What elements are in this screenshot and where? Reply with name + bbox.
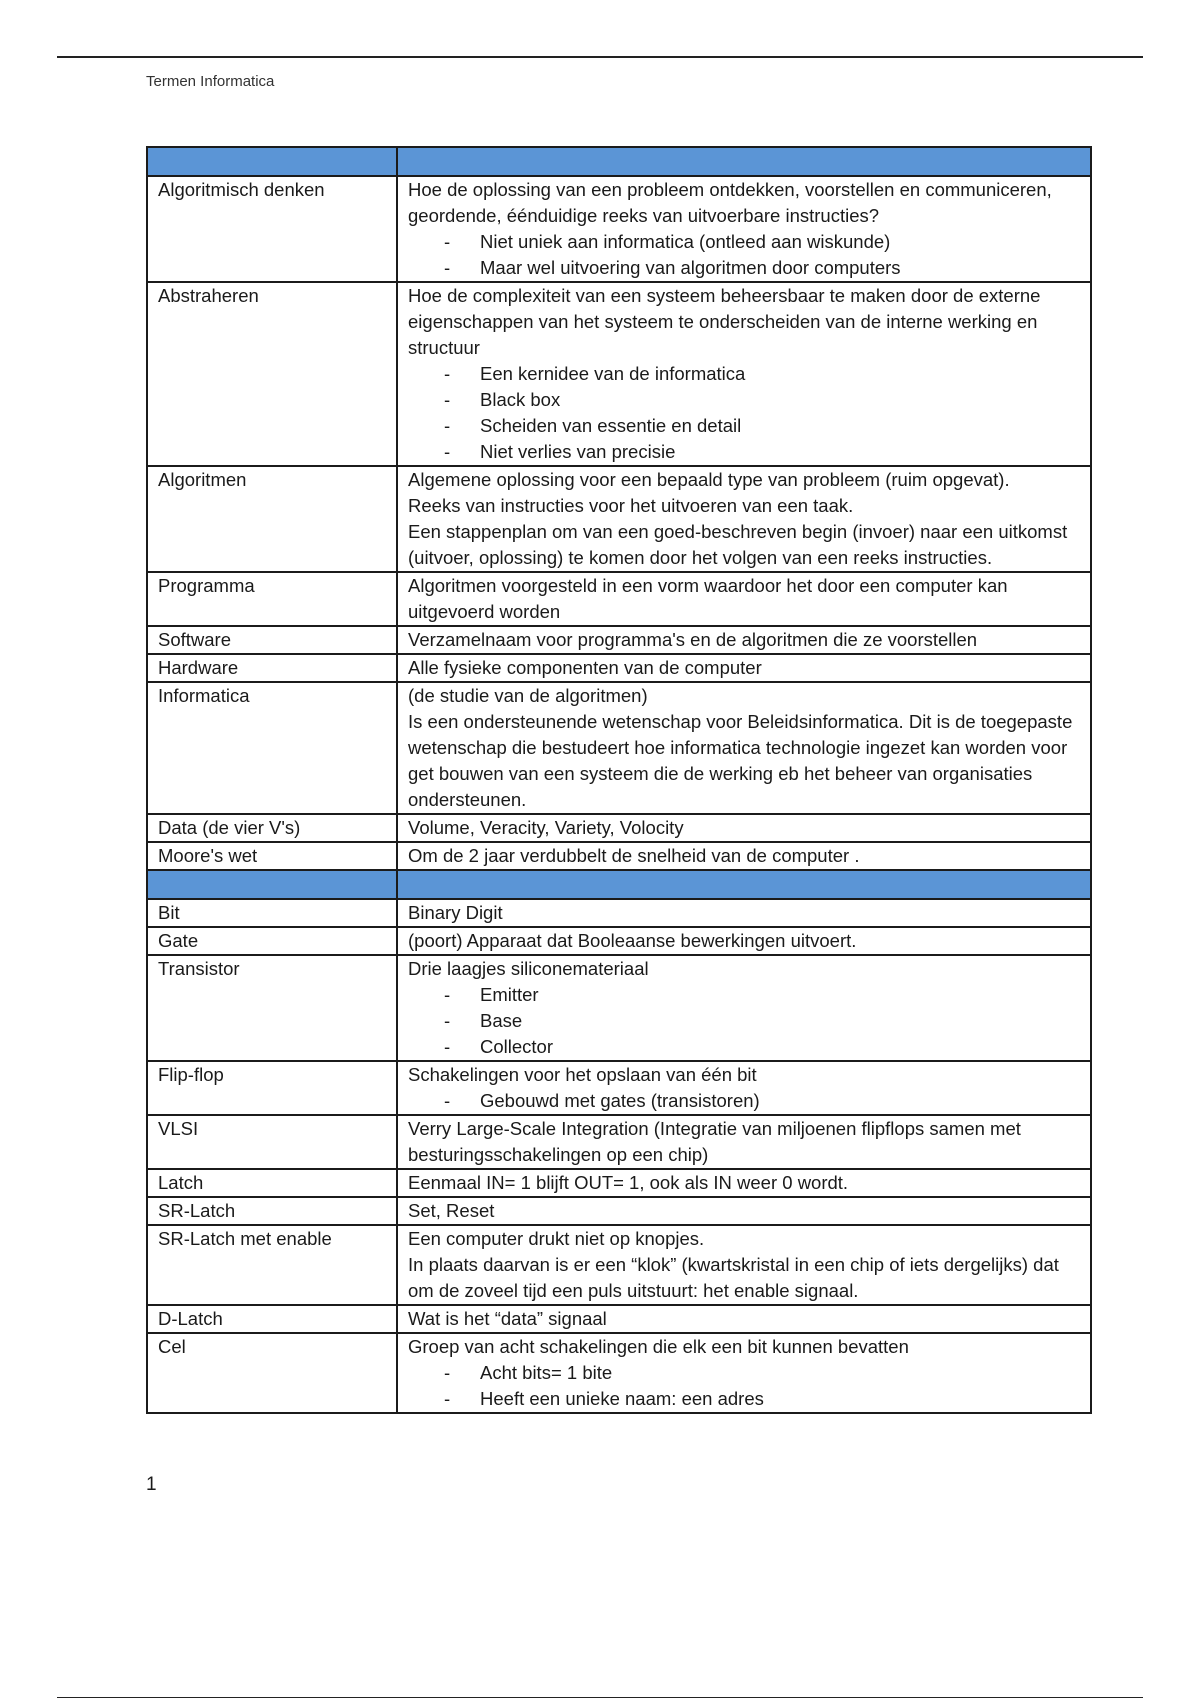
table-row: [147, 572, 1091, 626]
definition-text: Algoritmen voorgesteld in een vorm waardoor het door een computer kan uitgevoerd worden: [408, 575, 1008, 622]
term-cell: D-Latch: [147, 1305, 397, 1333]
table-row: [147, 1225, 1091, 1305]
definition-text: Verzamelnaam voor programma's en de algoritmen die ze voorstellen: [408, 629, 978, 650]
list-item: - Gebouwd met gates (transistoren): [444, 1088, 1080, 1114]
header-rule: [57, 56, 1143, 58]
definition-text: Drie laagjes siliconemateriaal: [408, 958, 649, 979]
table-row: [147, 955, 1091, 1061]
section-header-row: [147, 147, 1091, 176]
definition-cell: [397, 1305, 1091, 1333]
terms-table: [146, 146, 1092, 1414]
bullet-list: [408, 229, 1080, 281]
table-row: [147, 1061, 1091, 1115]
term-cell: Algoritmen: [147, 466, 397, 572]
term-cell: Hardware: [147, 654, 397, 682]
table-row: [147, 899, 1091, 927]
list-item: - Base: [444, 1008, 1080, 1034]
term-cell: Informatica: [147, 682, 397, 814]
definition-cell: [397, 1115, 1091, 1169]
term-cell: Algoritmisch denken: [147, 176, 397, 282]
bullet-list: [408, 1088, 1080, 1114]
definition-text: Binary Digit: [408, 902, 503, 923]
table-row: [147, 1197, 1091, 1225]
term-cell: Moore's wet: [147, 842, 397, 870]
definition-text: Wat is het “data” signaal: [408, 1308, 607, 1329]
definition-cell: [397, 1061, 1091, 1115]
definition-cell: [397, 1333, 1091, 1413]
table-row: [147, 176, 1091, 282]
definition-text: (poort) Apparaat dat Booleaanse bewerkingen uitvoert.: [408, 930, 857, 951]
definition-cell: [397, 176, 1091, 282]
definition-text: Is een ondersteunende wetenschap voor Beleidsinformatica. Dit is de toegepaste wetenschap die bestudeert hoe informatica technologie ingezet kan worden voor get bouwen van een systeem die de werking eb het beheer van organisaties ondersteunen.: [408, 711, 1073, 810]
definition-cell: [397, 1169, 1091, 1197]
definition-cell: [397, 1225, 1091, 1305]
definition-text: (de studie van de algoritmen): [408, 685, 648, 706]
bullet-list: [408, 361, 1080, 465]
definition-cell: [397, 466, 1091, 572]
list-item: - Heeft een unieke naam: een adres: [444, 1386, 1080, 1412]
table-row: [147, 626, 1091, 654]
definition-text: Algemene oplossing voor een bepaald type van probleem (ruim opgevat).: [408, 469, 1010, 490]
definition-cell: [397, 927, 1091, 955]
list-item: - Collector: [444, 1034, 1080, 1060]
table-row: [147, 282, 1091, 466]
section-header-cell: [147, 870, 397, 899]
terms-table-body: [147, 147, 1091, 1413]
definition-cell: [397, 654, 1091, 682]
definition-text: Hoe de oplossing van een probleem ontdekken, voorstellen en communiceren, geordende, éénduidige reeks van uitvoerbare instructies?: [408, 179, 1052, 226]
definition-cell: [397, 572, 1091, 626]
list-item: - Maar wel uitvoering van algoritmen door computers: [444, 255, 1080, 281]
term-cell: SR-Latch: [147, 1197, 397, 1225]
table-row: [147, 842, 1091, 870]
footer-rule: [57, 1697, 1143, 1698]
definition-cell: [397, 814, 1091, 842]
section-header-cell: [397, 870, 1091, 899]
definition-text: Verry Large-Scale Integration (Integratie van miljoenen flipflops samen met besturingsschakelingen op een chip): [408, 1118, 1021, 1165]
section-header-cell: [397, 147, 1091, 176]
list-item: - Niet uniek aan informatica (ontleed aan wiskunde): [444, 229, 1080, 255]
list-item: - Een kernidee van de informatica: [444, 361, 1080, 387]
term-cell: Transistor: [147, 955, 397, 1061]
definition-text: Groep van acht schakelingen die elk een bit kunnen bevatten: [408, 1336, 909, 1357]
table-row: [147, 1169, 1091, 1197]
term-cell: Bit: [147, 899, 397, 927]
definition-text: Set, Reset: [408, 1200, 495, 1221]
section-header-cell: [147, 147, 397, 176]
list-item: - Emitter: [444, 982, 1080, 1008]
definition-text: Alle fysieke componenten van de computer: [408, 657, 762, 678]
table-row: [147, 682, 1091, 814]
list-item: - Acht bits= 1 bite: [444, 1360, 1080, 1386]
definition-cell: [397, 1197, 1091, 1225]
term-cell: Software: [147, 626, 397, 654]
definition-text: Reeks van instructies voor het uitvoeren van een taak.: [408, 495, 854, 516]
term-cell: Abstraheren: [147, 282, 397, 466]
term-cell: Programma: [147, 572, 397, 626]
definition-text: Een stappenplan om van een goed-beschreven begin (invoer) naar een uitkomst (uitvoer, oplossing) te komen door het volgen van een reeks instructies.: [408, 521, 1068, 568]
table-row: [147, 1115, 1091, 1169]
definition-cell: [397, 626, 1091, 654]
definition-text: In plaats daarvan is er een “klok” (kwartskristal in een chip of iets dergelijks) dat om de zoveel tijd een puls uitstuurt: het enable signaal.: [408, 1254, 1059, 1301]
definition-text: Volume, Veracity, Variety, Volocity: [408, 817, 684, 838]
bullet-list: [408, 982, 1080, 1060]
table-row: [147, 927, 1091, 955]
term-cell: SR-Latch met enable: [147, 1225, 397, 1305]
bullet-list: [408, 1360, 1080, 1412]
term-cell: Flip-flop: [147, 1061, 397, 1115]
definition-text: Om de 2 jaar verdubbelt de snelheid van de computer .: [408, 845, 860, 866]
table-row: [147, 1305, 1091, 1333]
term-cell: Gate: [147, 927, 397, 955]
term-cell: Cel: [147, 1333, 397, 1413]
table-row: [147, 814, 1091, 842]
definition-cell: [397, 899, 1091, 927]
definition-cell: [397, 842, 1091, 870]
list-item: - Niet verlies van precisie: [444, 439, 1080, 465]
definition-cell: [397, 282, 1091, 466]
table-row: [147, 1333, 1091, 1413]
term-cell: Latch: [147, 1169, 397, 1197]
table-row: [147, 654, 1091, 682]
list-item: - Scheiden van essentie en detail: [444, 413, 1080, 439]
definition-text: Hoe de complexiteit van een systeem beheersbaar te maken door de externe eigenschappen van het systeem te onderscheiden van de interne werking en structuur: [408, 285, 1041, 358]
definition-cell: [397, 682, 1091, 814]
definition-text: Eenmaal IN= 1 blijft OUT= 1, ook als IN weer 0 wordt.: [408, 1172, 849, 1193]
definition-text: Schakelingen voor het opslaan van één bit: [408, 1064, 757, 1085]
term-cell: VLSI: [147, 1115, 397, 1169]
term-cell: Data (de vier V's): [147, 814, 397, 842]
section-header-row: [147, 870, 1091, 899]
document-header-title: Termen Informatica: [146, 73, 275, 90]
definition-text: Een computer drukt niet op knopjes.: [408, 1228, 705, 1249]
table-row: [147, 466, 1091, 572]
page-number: 1: [146, 1474, 157, 1495]
list-item: - Black box: [444, 387, 1080, 413]
definition-cell: [397, 955, 1091, 1061]
